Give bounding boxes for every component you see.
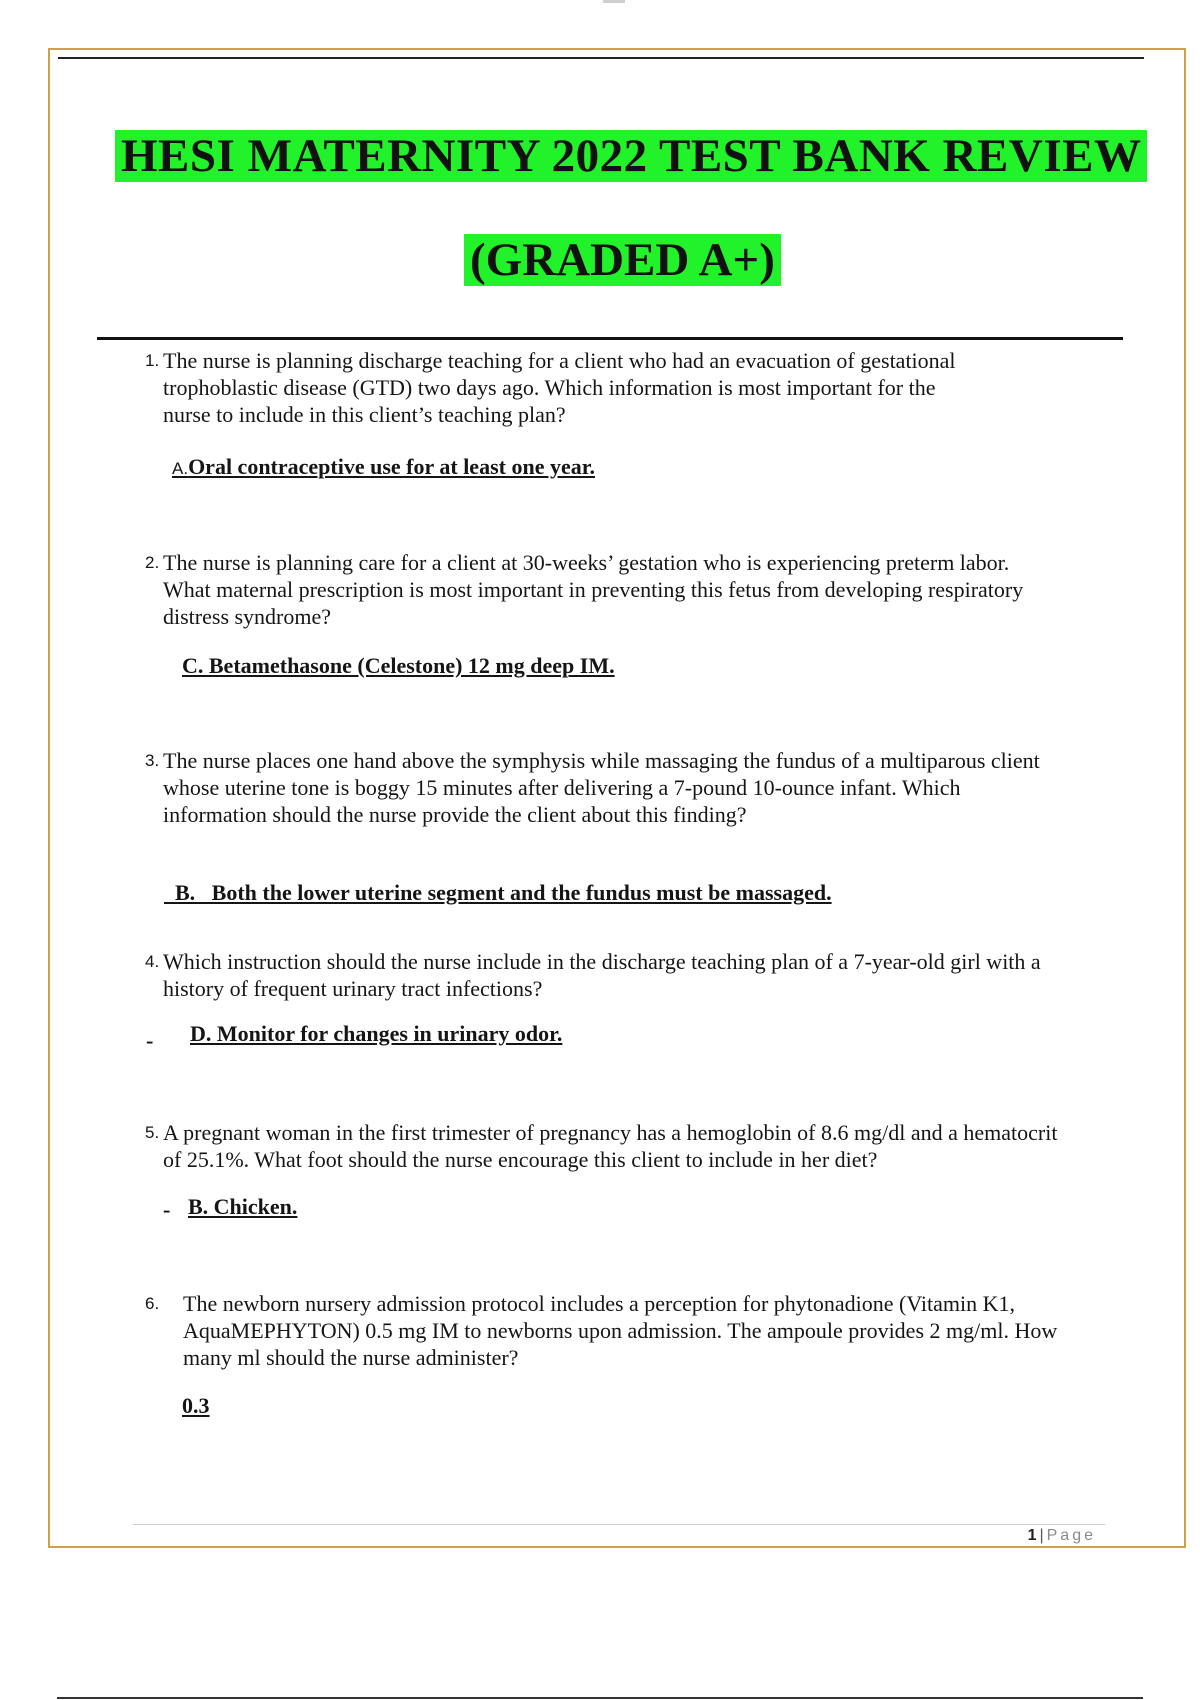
answer-marker: - (146, 1028, 154, 1053)
answer-1 (172, 453, 595, 482)
answer-2 (182, 652, 615, 679)
page-label: Page (1046, 1527, 1096, 1544)
question-5 (145, 1119, 1065, 1173)
answer-5 (188, 1193, 297, 1220)
answer-text: 0.3 (182, 1393, 210, 1418)
answer-text: Oral contraceptive use for at least one year. (188, 454, 595, 479)
question-number: 3. (145, 751, 160, 770)
question-1 (145, 347, 975, 428)
question-2 (145, 549, 1045, 630)
top-edge-mark (603, 0, 625, 3)
heading-divider (97, 337, 1123, 340)
question-3 (145, 747, 1065, 828)
question-text: The newborn nursery admission protocol includes a perception for phytonadione (Vitamin K1, AquaMEPHYTON) 0.5 mg IM to newborns upon admission. The ampoule provides 2 mg/ml. How many ml should the nurse administer? (183, 1291, 1058, 1370)
title-highlight: HESI MATERNITY 2022 TEST BANK REVIEW (115, 130, 1147, 182)
page-footer (1028, 1525, 1096, 1547)
answer-4 (190, 1020, 562, 1047)
document-title-line-1 (115, 130, 1147, 182)
answer-text: C. Betamethasone (Celestone) 12 mg deep IM. (182, 653, 615, 678)
answer-letter: A. (172, 459, 189, 478)
answer-text: B. Chicken. (188, 1194, 298, 1219)
question-number: 5. (145, 1123, 160, 1142)
document-title-line-2 (464, 234, 781, 286)
question-text: Which instruction should the nurse include in the discharge teaching plan of a 7-year-old girl with a history of frequent urinary tract infections? (163, 949, 1041, 1001)
question-4 (145, 948, 1065, 1002)
next-page-rule (57, 1697, 1143, 1699)
answer-marker: - (163, 1197, 171, 1222)
question-number: 6. (145, 1294, 160, 1313)
question-text: The nurse is planning care for a client at 30-weeks’ gestation who is experiencing preterm labor. What maternal prescription is most important in preventing this fetus from developing respiratory distress syndrome? (163, 550, 1024, 629)
question-text: A pregnant woman in the first trimester of pregnancy has a hemoglobin of 8.6 mg/dl and a hematocrit of 25.1%. What foot should the nurse encourage this client to include in her diet? (163, 1120, 1058, 1172)
grade-highlight: (GRADED A+) (464, 234, 781, 286)
answer-6 (182, 1392, 210, 1419)
question-text: The nurse places one hand above the symphysis while massaging the fundus of a multiparous client whose uterine tone is boggy 15 minutes after delivering a 7-pound 10-ounce infant. Which information should the nurse provide the client about this finding? (163, 748, 1040, 827)
header-rule (58, 57, 1144, 59)
question-number: 2. (145, 553, 160, 572)
question-number: 4. (145, 952, 160, 971)
question-6 (145, 1290, 1065, 1371)
answer-3 (164, 852, 832, 906)
answer-text: D. Monitor for changes in urinary odor. (190, 1021, 563, 1046)
answer-text: B. Both the lower uterine segment and the fundus must be massaged. (175, 880, 832, 905)
footer-divider (133, 1524, 1105, 1525)
page-separator: | (1039, 1527, 1044, 1544)
question-number: 1. (145, 351, 160, 370)
question-text: The nurse is planning discharge teaching for a client who had an evacuation of gestational trophoblastic disease (GTD) two days ago. Which information is most important for the nurse to include in this client’s teaching plan? (163, 348, 956, 427)
page-number: 1 (1027, 1527, 1037, 1544)
